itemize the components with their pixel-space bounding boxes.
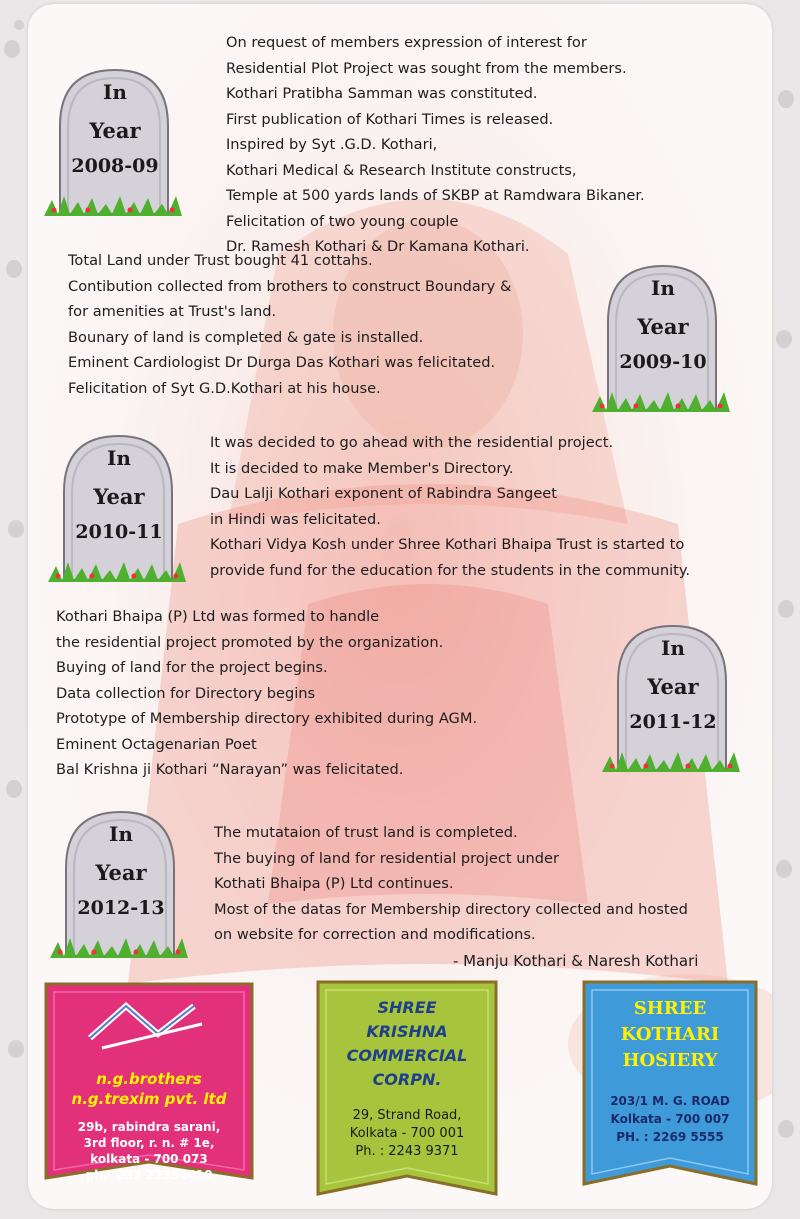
- text-line: On request of members expression of interest for: [226, 34, 587, 51]
- section-text-2008-09: [226, 30, 645, 260]
- ad-hosiery-line2: KOTHARI: [620, 1024, 720, 1045]
- ad-hosiery-address-line1: 203/1 M. G. ROAD: [610, 1094, 730, 1108]
- text-line: Kothari Vidya Kosh under Shree Kothari Bhaipa Trust is started to: [210, 536, 685, 553]
- tombstone-in-label: In: [103, 80, 127, 104]
- tombstone-2011-12: [598, 620, 748, 790]
- author-credit: - Manju Kothari & Naresh Kothari: [453, 952, 699, 970]
- text-line: provide fund for the education for the students in the community.: [210, 561, 691, 579]
- tombstone-in-label: In: [661, 636, 685, 660]
- text-line: Kothari Bhaipa (P) Ltd was formed to handle: [56, 608, 380, 625]
- ad-ng-name2: n.g.trexim pvt. ltd: [71, 1090, 227, 1108]
- text-line: The mutataion of trust land is completed.: [214, 824, 518, 841]
- text-line: Bal Krishna ji Kothari “Narayan” was felicitated.: [56, 761, 404, 778]
- text-line: Dau Lalji Kothari exponent of Rabindra Sangeet: [210, 485, 557, 502]
- tombstone-year-range: 2008-09: [71, 155, 159, 177]
- ad-hosiery-address-line2: Kolkata - 700 007: [610, 1112, 730, 1126]
- ad-krishna-line1: SHREE: [377, 998, 437, 1017]
- text-line: for amenities at Trust's land.: [68, 303, 277, 320]
- tombstone-in-label: In: [107, 446, 131, 470]
- text-line: in Hindi was felicitated.: [210, 510, 381, 528]
- ad-krishna-line4: CORPN.: [372, 1070, 442, 1089]
- ad-hosiery-line3: HOSIERY: [622, 1050, 718, 1071]
- section-text-2011-12: [56, 604, 477, 783]
- tombstone-year-label: Year: [95, 860, 147, 885]
- text-line: Eminent Octagenarian Poet: [56, 735, 257, 753]
- ad-ng-brothers: [42, 982, 256, 1192]
- ad-krishna-line2: KRISHNA: [366, 1022, 448, 1041]
- text-line: Total Land under Trust bought 41 cottahs.: [68, 252, 373, 269]
- ad-shree-kothari-hosiery: [580, 980, 760, 1190]
- ad-ng-name1: n.g.brothers: [96, 1070, 202, 1088]
- text-line: Contibution collected from brothers to construct Boundary &: [68, 277, 512, 295]
- text-line: the residential project promoted by the organization.: [56, 633, 444, 651]
- section-text-2009-10: [68, 248, 511, 401]
- history-card: [28, 4, 772, 1209]
- text-line: The buying of land for residential project under: [214, 849, 559, 867]
- text-line: Felicitation of two young couple: [226, 212, 459, 230]
- tombstone-2008-09: [40, 64, 190, 234]
- tombstone-year-label: Year: [647, 674, 699, 699]
- ad-shree-krishna: [314, 980, 500, 1200]
- ad-hosiery-line1: SHREE: [633, 998, 707, 1019]
- text-line: Data collection for Directory begins: [56, 684, 316, 702]
- text-line: Dr. Ramesh Kothari & Dr Kamana Kothari.: [226, 238, 530, 255]
- text-line: on website for correction and modifications.: [214, 926, 536, 943]
- text-line: Bounary of land is completed & gate is installed.: [68, 328, 424, 346]
- tombstone-year-label: Year: [637, 314, 689, 339]
- ad-ng-address-line1: 29b, rabindra sarani,: [77, 1120, 221, 1134]
- tombstone-year-range: 2009-10: [619, 351, 707, 373]
- ad-ng-phone: ph.- 033 22351410: [85, 1168, 213, 1182]
- section-text-2010-11: [210, 430, 690, 583]
- tombstone-2010-11: [44, 430, 194, 600]
- tombstone-year-label: Year: [93, 484, 145, 509]
- text-line: Prototype of Membership directory exhibited during AGM.: [56, 710, 478, 727]
- ad-krishna-address-line1: 29, Strand Road,: [352, 1108, 462, 1123]
- tombstone-2012-13: [46, 806, 196, 976]
- text-line: Residential Plot Project was sought from the members.: [226, 59, 627, 77]
- text-line: Felicitation of Syt G.D.Kothari at his house.: [68, 379, 381, 397]
- text-line: It was decided to go ahead with the residential project.: [210, 434, 614, 451]
- ad-krishna-address-line2: Kolkata - 700 001: [349, 1126, 465, 1141]
- tombstone-year-range: 2011-12: [629, 711, 717, 733]
- text-line: It is decided to make Member's Directory.: [210, 459, 514, 477]
- text-line: Most of the datas for Membership directory collected and hosted: [214, 900, 688, 918]
- tombstone-2009-10: [588, 260, 738, 430]
- text-line: Buying of land for the project begins.: [56, 659, 328, 676]
- text-line: First publication of Kothari Times is released.: [226, 110, 554, 128]
- ad-ng-address-line2: 3rd floor, r. n. # 1e,: [83, 1136, 215, 1150]
- text-line: Temple at 500 yards lands of SKBP at Ramdwara Bikaner.: [226, 187, 645, 204]
- tombstone-year-range: 2010-11: [75, 521, 163, 543]
- ad-ng-address-line3: kolkata - 700 073: [90, 1152, 208, 1166]
- tombstone-year-label: Year: [89, 118, 141, 143]
- tombstone-in-label: In: [651, 276, 675, 300]
- section-text-2012-13: [214, 820, 688, 948]
- tombstone-year-range: 2012-13: [77, 897, 165, 919]
- ad-hosiery-phone: PH. : 2269 5555: [616, 1130, 724, 1144]
- ad-krishna-line3: COMMERCIAL: [346, 1046, 468, 1065]
- text-line: Eminent Cardiologist Dr Durga Das Kothari was felicitated.: [68, 354, 496, 371]
- text-line: Kothati Bhaipa (P) Ltd continues.: [214, 875, 454, 892]
- tombstone-in-label: In: [109, 822, 133, 846]
- text-line: Kothari Pratibha Samman was constituted.: [226, 85, 538, 102]
- text-line: Kothari Medical & Research Institute constructs,: [226, 161, 577, 179]
- ad-krishna-phone: Ph. : 2243 9371: [355, 1144, 459, 1159]
- text-line: Inspired by Syt .G.D. Kothari,: [226, 136, 438, 153]
